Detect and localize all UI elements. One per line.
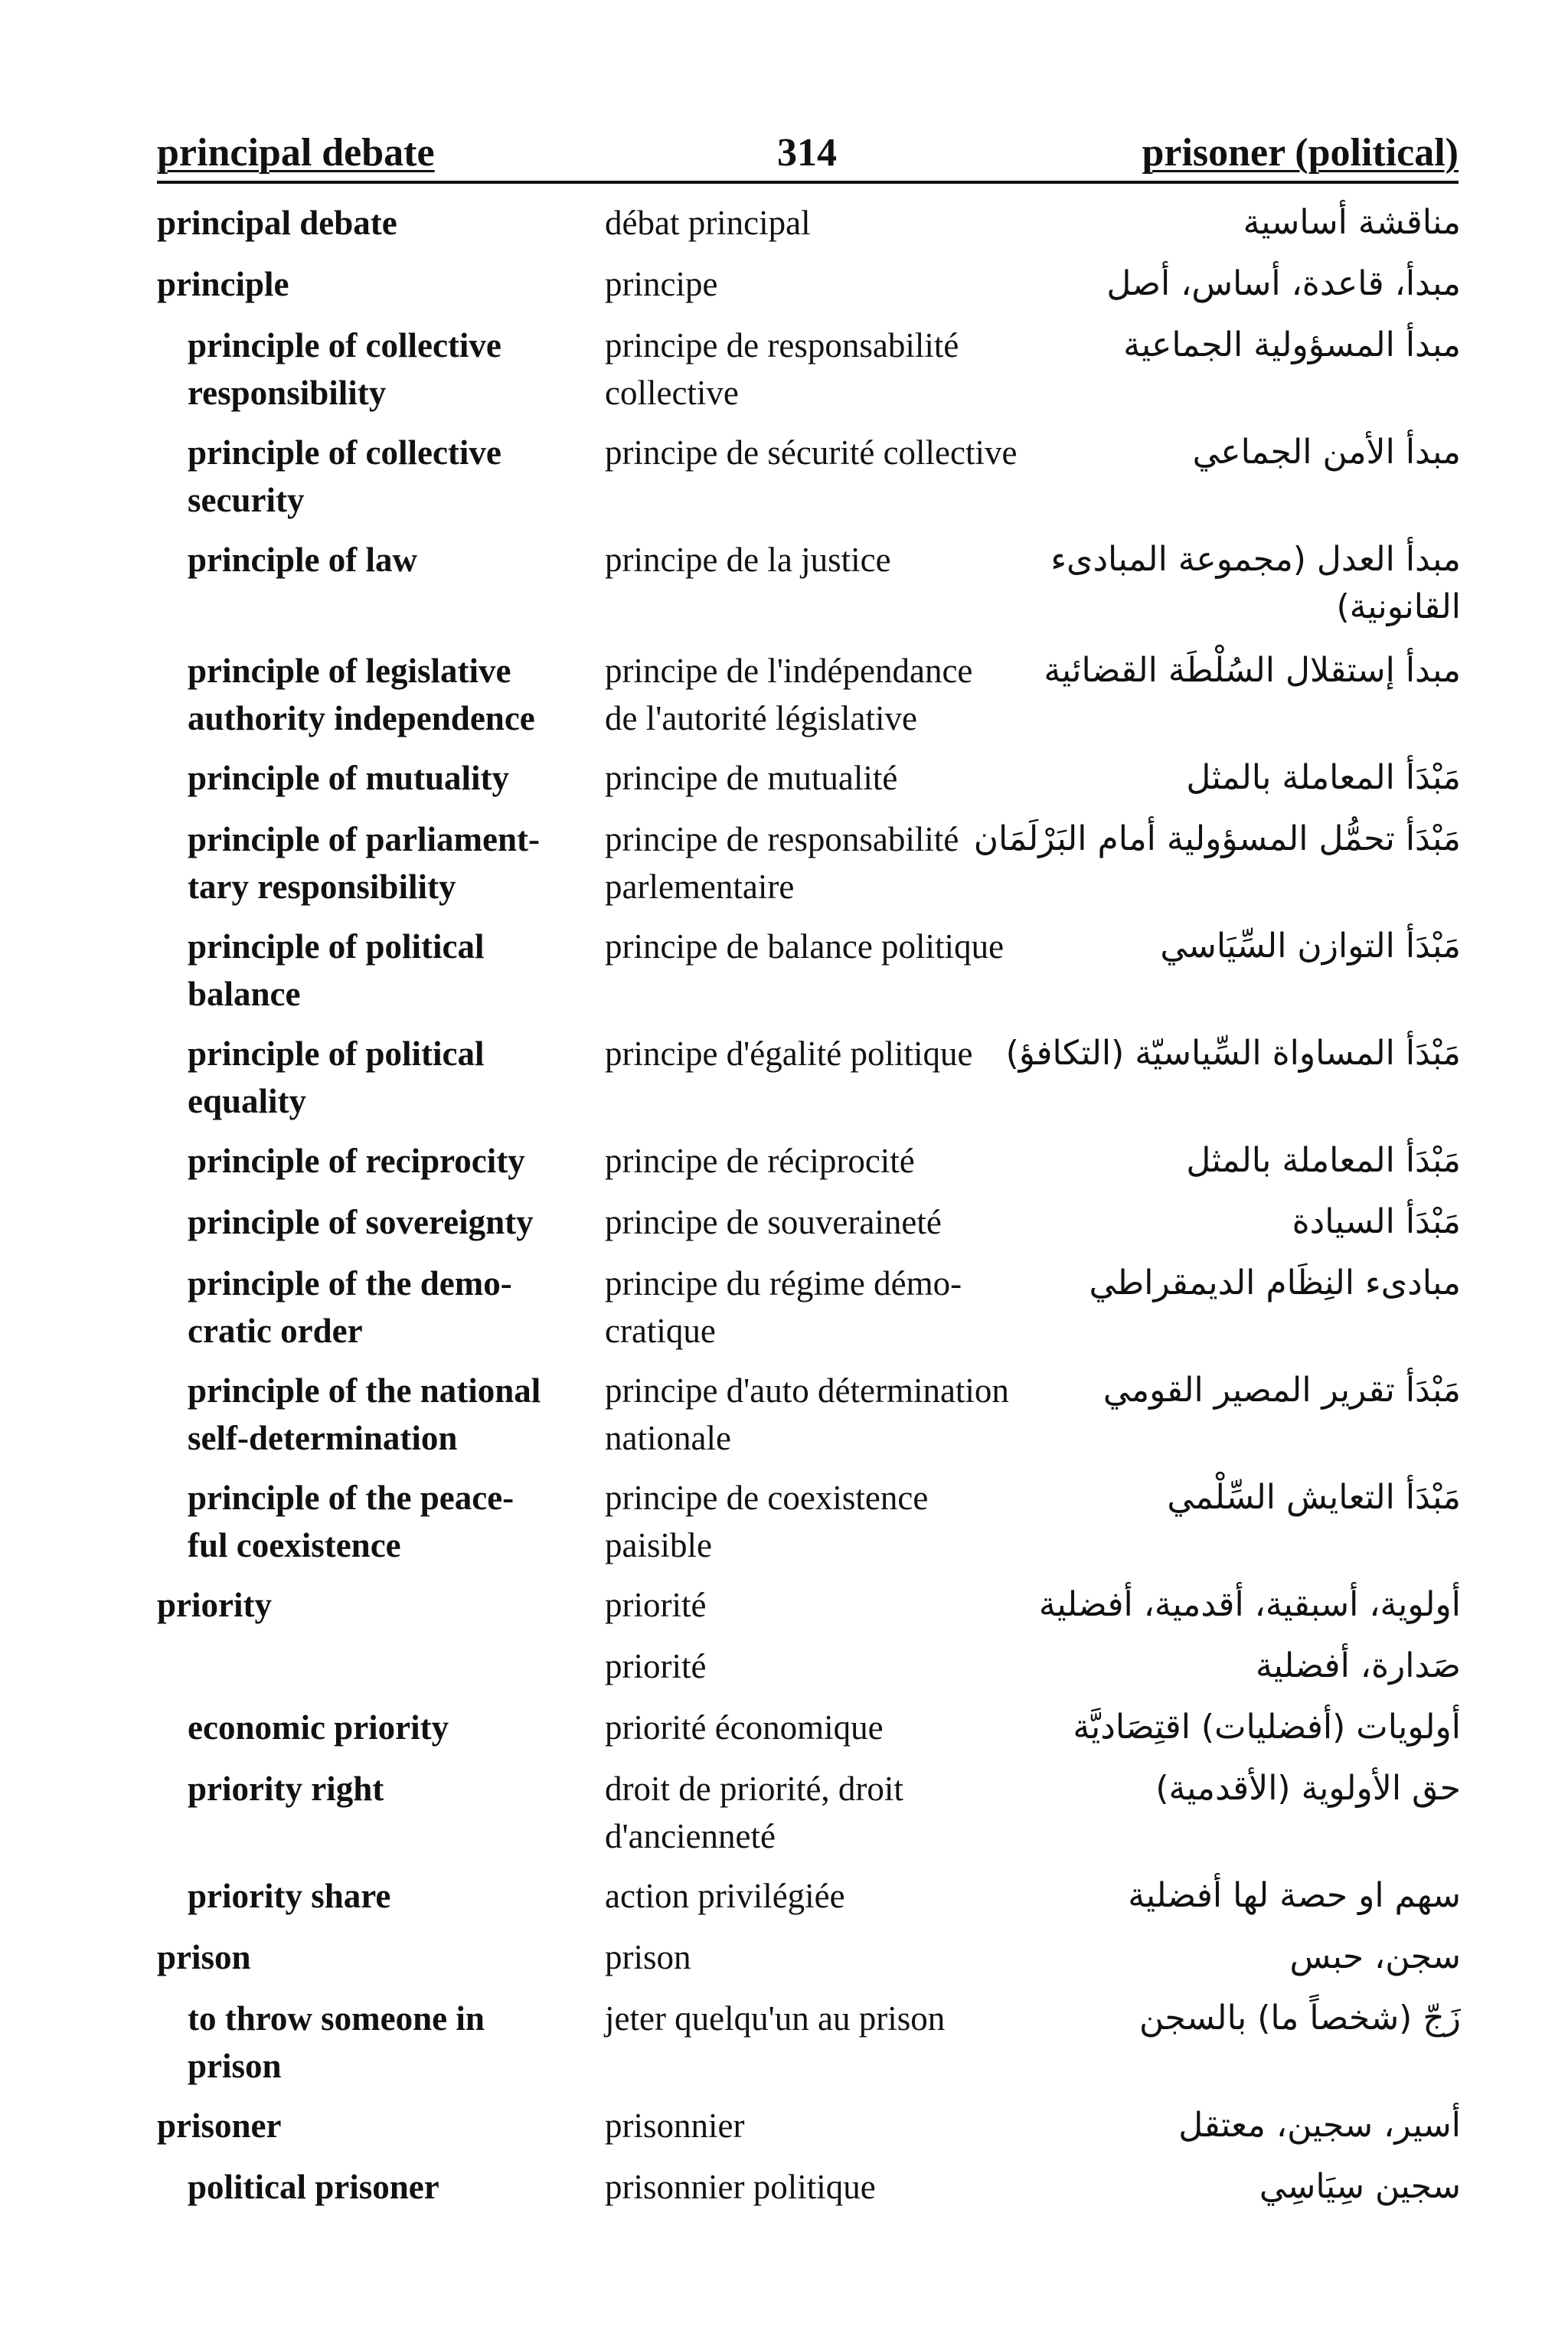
arabic-translation <box>971 1137 1461 1185</box>
arabic-translation <box>971 1367 1461 1414</box>
arabic-translation <box>971 815 1461 863</box>
french-translation <box>605 815 959 910</box>
french-translation-line: de l'autorité législative <box>605 699 917 737</box>
english-term-line: principle of the peace- <box>188 1479 514 1517</box>
arabic-translation <box>971 647 1461 695</box>
arabic-translation <box>971 536 1461 631</box>
french-translation-line: principe de responsabilité <box>605 820 959 858</box>
french-translation-line: parlementaire <box>605 868 795 906</box>
arabic-translation <box>971 1642 1461 1690</box>
arabic-translation-line: مبدأ إستقلال السُلْطَة القضائية <box>1044 651 1461 690</box>
english-term-line: balance <box>188 975 301 1013</box>
french-translation <box>605 1581 706 1629</box>
arabic-translation <box>971 923 1461 970</box>
french-translation-line: priorité <box>605 1647 707 1685</box>
arabic-translation <box>971 754 1461 802</box>
french-translation-line: collective <box>605 374 739 412</box>
english-term <box>188 1137 525 1185</box>
french-translation <box>605 1474 928 1569</box>
english-term-line: principle of legislative <box>188 652 511 690</box>
french-translation <box>605 1642 706 1690</box>
french-translation-line: principe de coexistence <box>605 1479 929 1517</box>
arabic-translation <box>971 2163 1461 2211</box>
arabic-translation-line: مبدأ المسؤولية الجماعية <box>1123 325 1461 364</box>
english-term-line: political prisoner <box>188 2168 439 2206</box>
arabic-translation-line: مَبْدَأ التوازن السِّيَاسي <box>1160 927 1461 966</box>
english-term-line: priority share <box>188 1877 391 1915</box>
english-term <box>188 1198 534 1246</box>
french-translation <box>605 754 897 802</box>
french-translation <box>605 1995 945 2042</box>
english-term <box>188 1995 485 2090</box>
arabic-translation <box>971 1995 1461 2042</box>
french-translation-line: principe de la justice <box>605 541 891 579</box>
arabic-translation-line: سجين سِيَاسِي <box>1259 2167 1461 2206</box>
english-term-line: principle of the demo- <box>188 1264 512 1303</box>
french-translation-line: principe de l'indépendance <box>605 652 973 690</box>
french-translation <box>605 1933 691 1981</box>
arabic-translation-line: مبدأ الأمن الجماعي <box>1192 433 1461 472</box>
arabic-translation-line: مَبْدَأ تقرير المصير القومي <box>1102 1371 1461 1410</box>
french-translation-line: principe <box>605 265 718 303</box>
english-term <box>157 1933 251 1981</box>
english-term-line: principle <box>157 265 289 303</box>
french-translation-line: principe de responsabilité <box>605 326 959 364</box>
french-translation <box>605 260 717 308</box>
arabic-translation <box>971 2102 1461 2149</box>
arabic-translation-line: مبدأ، قاعدة، أساس، أصل <box>1106 264 1461 303</box>
french-translation <box>605 2102 744 2149</box>
english-term <box>157 1581 272 1629</box>
arabic-translation <box>971 1581 1461 1629</box>
french-translation <box>605 1260 962 1355</box>
english-term-line: priority <box>157 1586 272 1624</box>
english-term <box>188 754 509 802</box>
french-translation <box>605 1704 884 1751</box>
english-term-line: principle of mutuality <box>188 759 510 797</box>
french-translation <box>605 536 891 583</box>
arabic-translation <box>971 322 1461 369</box>
french-translation-line: principe de réciprocité <box>605 1142 915 1180</box>
arabic-translation-line: مَبْدَأ التعايش السِّلْمي <box>1167 1478 1461 1517</box>
arabic-translation-line: سهم او حصة لها أفضلية <box>1128 1876 1461 1915</box>
arabic-translation <box>971 1933 1461 1981</box>
french-translation <box>605 1872 845 1920</box>
arabic-translation-line: زَجّ (شخصاً ما) بالسجن <box>1139 1999 1461 2038</box>
english-term <box>188 1474 514 1569</box>
arabic-translation <box>971 199 1461 247</box>
english-term-line: principle of political <box>188 1034 485 1073</box>
english-term <box>188 1704 449 1751</box>
english-term-line: prisoner <box>157 2107 282 2145</box>
arabic-translation-line: صَدارة، أفضلية <box>1255 1646 1461 1685</box>
french-translation-line: principe du régime démo- <box>605 1264 962 1303</box>
english-term-line: principle of the national <box>188 1371 541 1410</box>
english-term <box>188 322 501 417</box>
french-translation-line: priorité <box>605 1586 707 1624</box>
french-translation-line: principe d'égalité politique <box>605 1034 973 1073</box>
french-translation-line: paisible <box>605 1526 712 1564</box>
header-last-entry: prisoner (political) <box>1142 131 1459 175</box>
french-translation <box>605 2163 876 2211</box>
french-translation <box>605 1137 915 1185</box>
english-term <box>157 260 289 308</box>
french-translation-line: principe de balance politique <box>605 927 1004 966</box>
french-translation-line: droit de priorité, droit <box>605 1770 903 1808</box>
arabic-translation-line: حق الأولوية (الأقدمية) <box>1155 1769 1461 1808</box>
french-translation-line: action privilégiée <box>605 1877 845 1915</box>
arabic-translation-line: مناقشة أساسية <box>1243 203 1461 242</box>
french-translation-line: d'ancienneté <box>605 1817 776 1855</box>
english-term-line: authority independence <box>188 699 535 737</box>
arabic-translation <box>971 1030 1461 1077</box>
arabic-translation-line: مَبْدَأ المساواة السِّياسيّة (التكافؤ) <box>1005 1034 1461 1073</box>
arabic-translation-line: أولويات (أفضليات) اقتِصَاديَّة <box>1073 1708 1461 1747</box>
arabic-translation-line: القانونية) <box>1336 587 1461 626</box>
english-term-line: responsibility <box>188 374 387 412</box>
arabic-translation <box>971 1260 1461 1307</box>
english-term-line: principle of collective <box>188 326 501 364</box>
english-term <box>188 2163 439 2211</box>
english-term-line: security <box>188 481 305 519</box>
english-term-line: self-determination <box>188 1419 458 1457</box>
header-first-entry: principal debate <box>157 131 435 175</box>
french-translation-line: principe de souveraineté <box>605 1203 942 1241</box>
english-term-line: principle of parliament- <box>188 820 540 858</box>
english-term-line: prison <box>157 1938 251 1976</box>
french-translation-line: principe de mutualité <box>605 759 898 797</box>
arabic-translation-line: مبدأ العدل (مجموعة المبادىء <box>1050 540 1461 579</box>
arabic-translation-line: مبادىء النِظَام الديمقراطي <box>1089 1263 1461 1303</box>
arabic-translation <box>971 1704 1461 1751</box>
english-term-line: principle of sovereignty <box>188 1203 534 1241</box>
english-term-line: equality <box>188 1082 307 1120</box>
french-translation-line: prisonnier politique <box>605 2168 876 2206</box>
arabic-translation-line: مَبْدَأ السيادة <box>1292 1202 1461 1241</box>
english-term-line: priority right <box>188 1770 384 1808</box>
arabic-translation-line: أسير، سجين، معتقل <box>1178 2106 1461 2145</box>
english-term-line: cratic order <box>188 1312 363 1350</box>
french-translation <box>605 429 1017 476</box>
french-translation-line: prisonnier <box>605 2107 745 2145</box>
english-term <box>188 536 417 583</box>
french-translation-line: principe de sécurité collective <box>605 433 1018 472</box>
french-translation <box>605 1765 903 1860</box>
french-translation <box>605 647 972 742</box>
english-term <box>188 1030 485 1125</box>
arabic-translation <box>971 1872 1461 1920</box>
english-term <box>188 1260 512 1355</box>
arabic-translation <box>971 1474 1461 1522</box>
french-translation <box>605 199 811 247</box>
french-translation-line: débat principal <box>605 204 811 242</box>
english-term <box>188 923 485 1018</box>
french-translation-line: nationale <box>605 1419 731 1457</box>
english-term <box>188 815 540 910</box>
english-term-line: ful coexistence <box>188 1526 401 1564</box>
english-term <box>188 429 501 524</box>
arabic-translation-line: مَبْدَأ المعاملة بالمثل <box>1186 758 1461 797</box>
page-number: 314 <box>777 131 837 175</box>
english-term <box>157 2102 282 2149</box>
arabic-translation-line: سجن، حبس <box>1289 1937 1461 1976</box>
english-term-line: principle of law <box>188 541 417 579</box>
french-translation <box>605 322 959 417</box>
arabic-translation-line: أولوية، أسبقية، أقدمية، أفضلية <box>1038 1585 1461 1624</box>
arabic-translation-line: مَبْدَأ المعاملة بالمثل <box>1186 1141 1461 1180</box>
english-term <box>188 1367 541 1462</box>
english-term <box>188 1765 384 1812</box>
english-term-line: economic priority <box>188 1708 449 1747</box>
arabic-translation <box>971 1765 1461 1812</box>
french-translation <box>605 923 1004 970</box>
french-translation-line: prison <box>605 1938 691 1976</box>
english-term <box>188 1872 390 1920</box>
english-term-line: prison <box>188 2047 282 2085</box>
english-term-line: principle of political <box>188 927 485 966</box>
arabic-translation <box>971 429 1461 476</box>
english-term-line: tary responsibility <box>188 868 456 906</box>
english-term <box>188 647 535 742</box>
arabic-translation <box>971 260 1461 308</box>
french-translation-line: cratique <box>605 1312 716 1350</box>
french-translation-line: priorité économique <box>605 1708 884 1747</box>
english-term <box>157 199 397 247</box>
french-translation <box>605 1198 942 1246</box>
english-term-line: principle of collective <box>188 433 501 472</box>
arabic-translation-line: مَبْدَأ تحمُّل المسؤولية أمام البَرْلَمَان <box>973 819 1461 858</box>
arabic-translation <box>971 1198 1461 1246</box>
french-translation-line: principe d'auto détermination <box>605 1371 1009 1410</box>
english-term-line: to throw someone in <box>188 1999 485 2038</box>
english-term-line: principal debate <box>157 204 397 242</box>
english-term-line: principle of reciprocity <box>188 1142 525 1180</box>
french-translation <box>605 1030 972 1077</box>
french-translation-line: jeter quelqu'un au prison <box>605 1999 946 2038</box>
french-translation <box>605 1367 1009 1462</box>
